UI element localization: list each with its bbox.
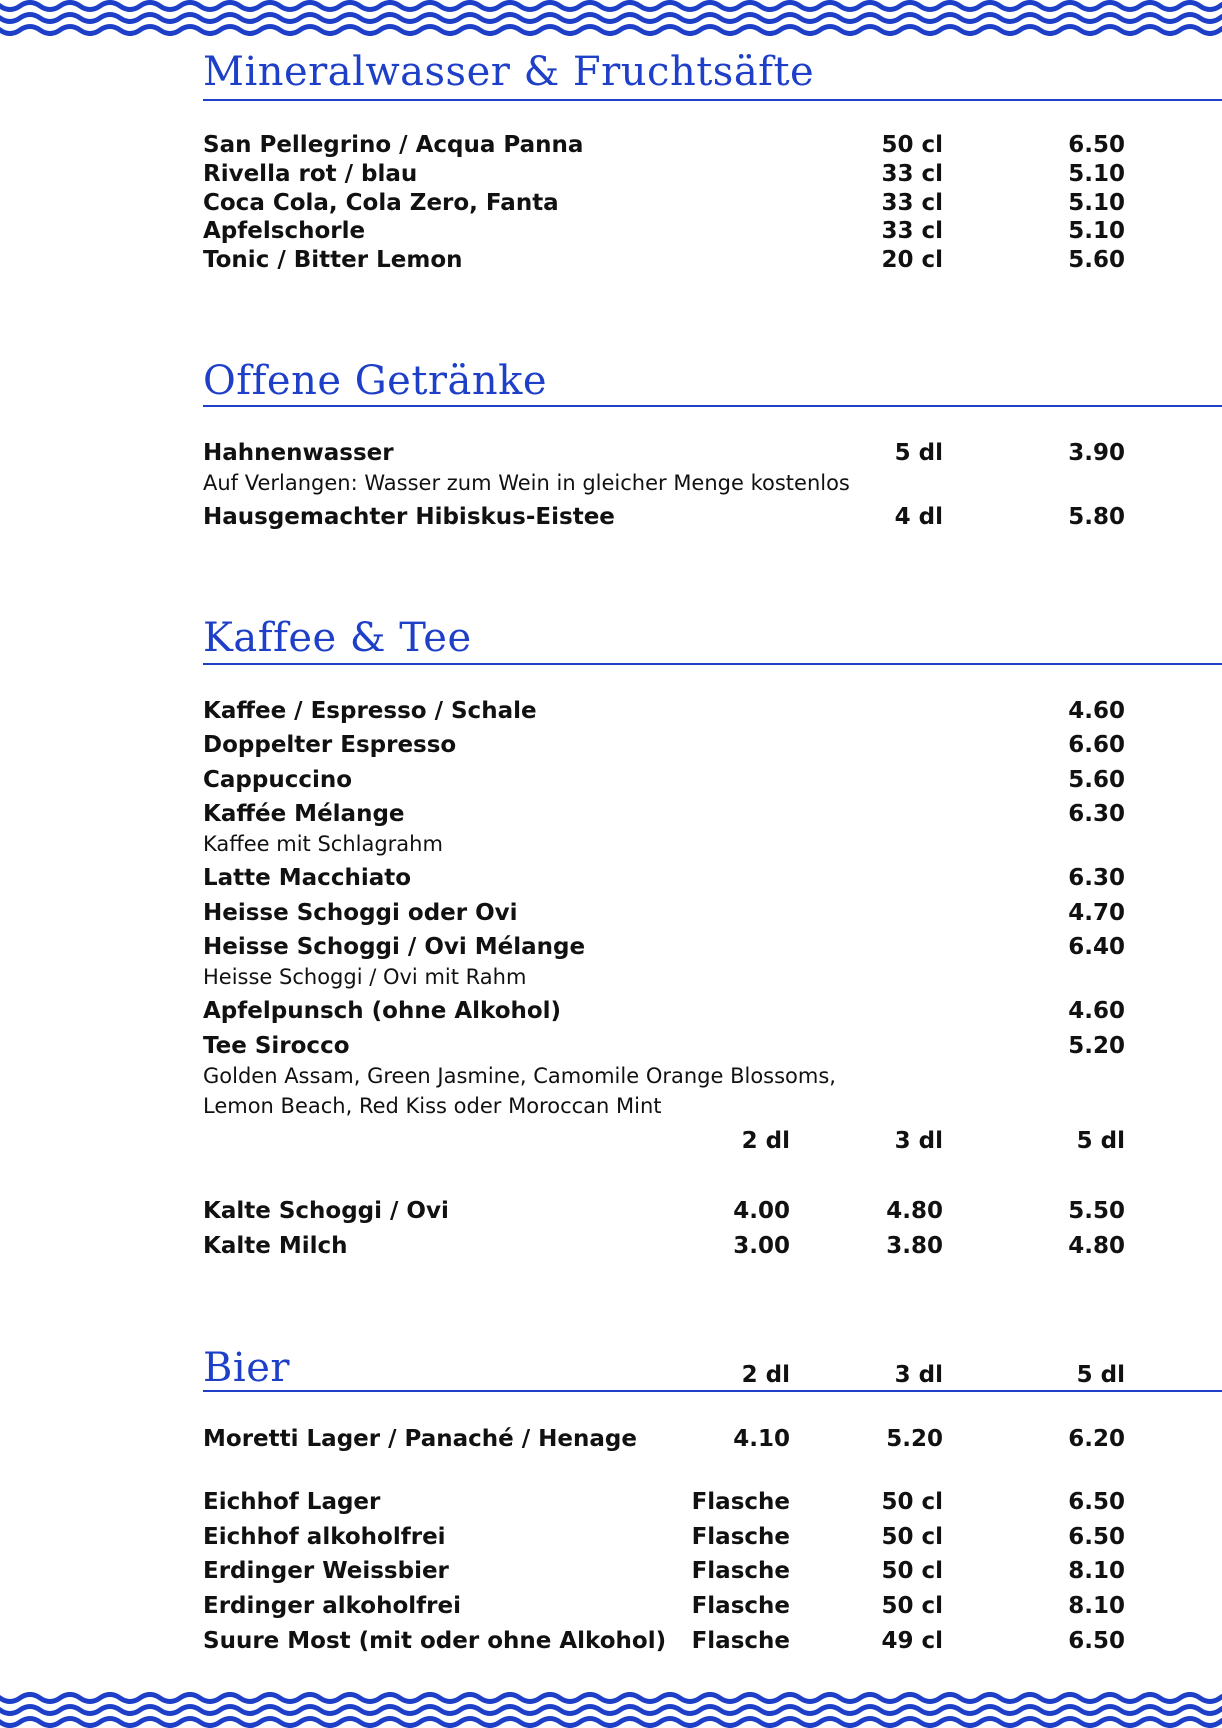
item-price: 5.10 xyxy=(1068,161,1125,187)
item-name: Hausgemachter Hibiskus-Eistee xyxy=(203,504,615,530)
item-name: Apfelschorle xyxy=(203,218,366,244)
section-rule-bier xyxy=(203,1390,1222,1392)
item-price: 6.30 xyxy=(1068,865,1125,891)
menu-row xyxy=(0,1424,1222,1454)
item-price: 5.60 xyxy=(1068,767,1125,793)
section-rule-kaffee xyxy=(203,663,1222,665)
item-size: 4 dl xyxy=(894,504,943,530)
item-type: Flasche xyxy=(691,1524,790,1550)
size-header: 3 dl xyxy=(894,1362,943,1388)
item-name: Coca Cola, Cola Zero, Fanta xyxy=(203,190,559,216)
item-name: Doppelter Espresso xyxy=(203,732,457,758)
section-rule-offene xyxy=(203,405,1222,407)
item-size: 50 cl xyxy=(881,132,943,158)
section-title-bier: Bier xyxy=(203,1345,290,1391)
item-name: Eichhof Lager xyxy=(203,1489,381,1515)
item-price: 6.30 xyxy=(1068,801,1125,827)
item-price: 4.80 xyxy=(1068,1233,1125,1259)
item-size: 20 cl xyxy=(881,247,943,273)
item-name: Erdinger alkoholfrei xyxy=(203,1593,461,1619)
item-size: 50 cl xyxy=(881,1558,943,1584)
item-name: Tee Sirocco xyxy=(203,1033,350,1059)
size-header-row xyxy=(0,1126,1222,1156)
item-name: Latte Macchiato xyxy=(203,865,412,891)
size-header: 5 dl xyxy=(1076,1128,1125,1154)
item-size: 33 cl xyxy=(881,218,943,244)
section-title-kaffee: Kaffee & Tee xyxy=(203,615,472,661)
section-title-mineral: Mineralwasser & Fruchtsäfte xyxy=(203,49,815,95)
section-title-offene: Offene Getränke xyxy=(203,358,548,404)
size-header: 2 dl xyxy=(741,1362,790,1388)
item-price: 5.60 xyxy=(1068,247,1125,273)
size-header: 3 dl xyxy=(894,1128,943,1154)
item-price: 5.20 xyxy=(886,1426,943,1452)
item-size: 50 cl xyxy=(881,1489,943,1515)
item-name: Eichhof alkoholfrei xyxy=(203,1524,446,1550)
menu-row xyxy=(0,1487,1222,1517)
item-name: Kalte Schoggi / Ovi xyxy=(203,1198,449,1224)
menu-row xyxy=(0,932,1222,962)
menu-row xyxy=(0,188,1222,218)
item-price: 4.70 xyxy=(1068,900,1125,926)
menu-row xyxy=(0,130,1222,160)
menu-row xyxy=(0,1626,1222,1656)
size-header: 2 dl xyxy=(741,1128,790,1154)
item-price: 6.50 xyxy=(1068,132,1125,158)
menu-row xyxy=(0,1031,1222,1061)
menu-row xyxy=(0,765,1222,795)
item-size: 5 dl xyxy=(894,440,943,466)
item-name: Suure Most (mit oder ohne Alkohol) xyxy=(203,1628,667,1654)
menu-row xyxy=(0,1556,1222,1586)
menu-row xyxy=(0,502,1222,532)
menu-row xyxy=(0,730,1222,760)
item-price: 6.50 xyxy=(1068,1628,1125,1654)
size-header: 5 dl xyxy=(1076,1362,1125,1388)
item-name: Moretti Lager / Panaché / Henage xyxy=(203,1426,637,1452)
menu-row xyxy=(0,863,1222,893)
item-price: 4.60 xyxy=(1068,698,1125,724)
item-description: Heisse Schoggi / Ovi mit Rahm xyxy=(203,965,527,989)
menu-row xyxy=(0,1231,1222,1261)
item-size: 50 cl xyxy=(881,1593,943,1619)
menu-row xyxy=(0,1196,1222,1226)
item-price: 6.40 xyxy=(1068,934,1125,960)
item-price: 4.80 xyxy=(886,1198,943,1224)
menu-row xyxy=(0,1591,1222,1621)
item-price: 6.50 xyxy=(1068,1489,1125,1515)
item-price: 5.10 xyxy=(1068,218,1125,244)
size-header-row xyxy=(0,1360,1222,1390)
item-name: San Pellegrino / Acqua Panna xyxy=(203,132,584,158)
menu-row xyxy=(0,1522,1222,1552)
item-price: 4.00 xyxy=(733,1198,790,1224)
menu-row xyxy=(0,799,1222,829)
item-type: Flasche xyxy=(691,1628,790,1654)
item-name: Kaffee / Espresso / Schale xyxy=(203,698,537,724)
item-name: Cappuccino xyxy=(203,767,353,793)
item-price: 5.20 xyxy=(1068,1033,1125,1059)
item-name: Hahnenwasser xyxy=(203,440,394,466)
menu-row xyxy=(0,216,1222,246)
item-type: Flasche xyxy=(691,1558,790,1584)
item-description: Auf Verlangen: Wasser zum Wein in gleicher Menge kostenlos xyxy=(203,471,850,495)
menu-row xyxy=(0,996,1222,1026)
item-type: Flasche xyxy=(691,1489,790,1515)
item-price: 4.10 xyxy=(733,1426,790,1452)
item-name: Kafféе Mélange xyxy=(203,801,405,827)
item-price: 5.10 xyxy=(1068,190,1125,216)
menu-row xyxy=(0,898,1222,928)
item-size: 49 cl xyxy=(881,1628,943,1654)
item-size: 33 cl xyxy=(881,161,943,187)
section-rule-mineral xyxy=(203,99,1222,101)
item-name: Heisse Schoggi / Ovi Mélange xyxy=(203,934,586,960)
item-price: 4.60 xyxy=(1068,998,1125,1024)
item-price: 6.20 xyxy=(1068,1426,1125,1452)
menu-row xyxy=(0,696,1222,726)
item-description: Golden Assam, Green Jasmine, Camomile Orange Blossoms, xyxy=(203,1064,836,1088)
item-name: Apfelpunsch (ohne Alkohol) xyxy=(203,998,562,1024)
item-type: Flasche xyxy=(691,1593,790,1619)
item-name: Kalte Milch xyxy=(203,1233,348,1259)
item-price: 3.80 xyxy=(886,1233,943,1259)
item-description: Lemon Beach, Red Kiss oder Moroccan Mint xyxy=(203,1094,662,1118)
menu-row xyxy=(0,159,1222,189)
item-price: 5.50 xyxy=(1068,1198,1125,1224)
item-size: 33 cl xyxy=(881,190,943,216)
item-name: Erdinger Weissbier xyxy=(203,1558,449,1584)
menu-row xyxy=(0,438,1222,468)
item-price: 8.10 xyxy=(1068,1558,1125,1584)
item-price: 8.10 xyxy=(1068,1593,1125,1619)
item-size: 50 cl xyxy=(881,1524,943,1550)
item-price: 6.50 xyxy=(1068,1524,1125,1550)
item-price: 6.60 xyxy=(1068,732,1125,758)
wave-border-top xyxy=(0,0,1222,36)
item-price: 3.90 xyxy=(1068,440,1125,466)
item-name: Rivella rot / blau xyxy=(203,161,418,187)
menu-row xyxy=(0,245,1222,275)
item-name: Tonic / Bitter Lemon xyxy=(203,247,463,273)
wave-border-bottom xyxy=(0,1692,1222,1728)
item-price: 5.80 xyxy=(1068,504,1125,530)
item-name: Heisse Schoggi oder Ovi xyxy=(203,900,518,926)
item-price: 3.00 xyxy=(733,1233,790,1259)
item-description: Kaffee mit Schlagrahm xyxy=(203,832,443,856)
